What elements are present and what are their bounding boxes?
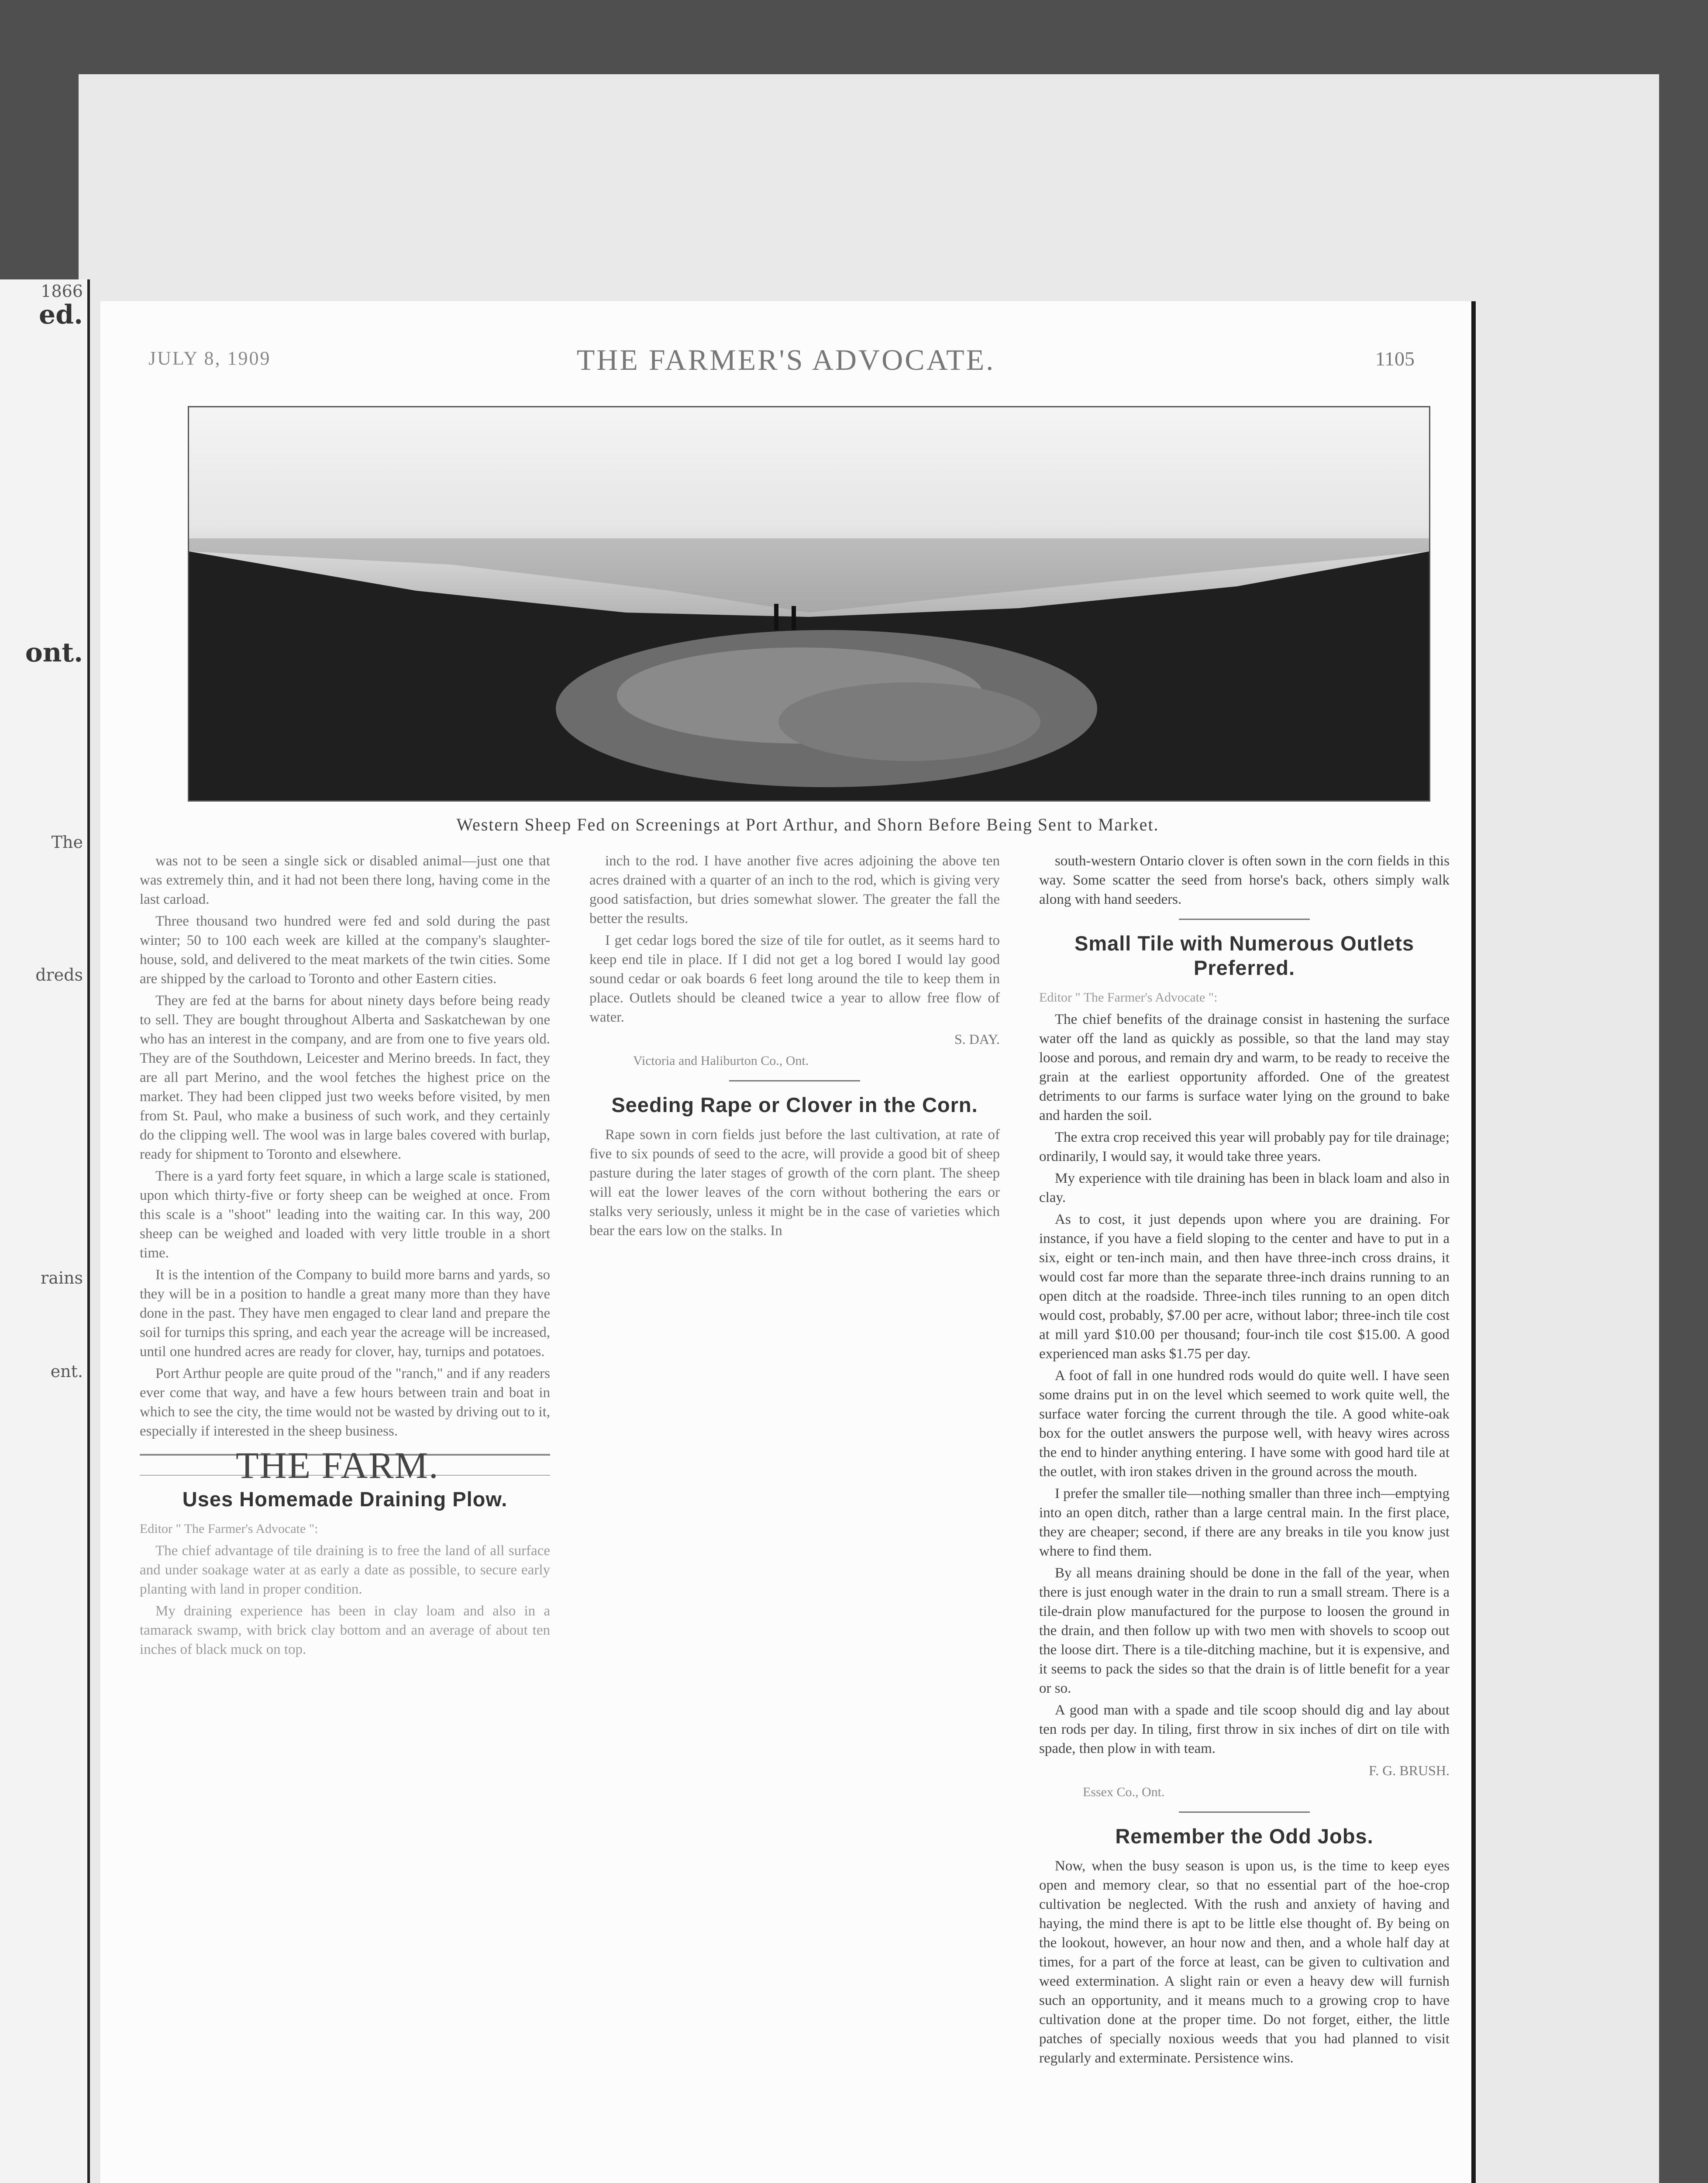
margin-fragment: The [51, 833, 83, 852]
body-paragraph: The chief benefits of the drainage consist in hastening the surface water off the land as quickly as possible, so that the land may stay loose and porous, and remain dry and warm, to be ready to receive the grain at the earliest opportunity afforded. One of the greatest detriments to our farms is surface water lying on the ground to bake and harden the soil. [1039, 1012, 1450, 1123]
photo-caption: Western Sheep Fed on Screenings at Port Arthur, and Shorn Before Being Sent to Market. [456, 815, 1159, 834]
article-headline: Remember the Odd Jobs. [1115, 1825, 1374, 1848]
section-rule [729, 1080, 860, 1081]
author-location: Essex Co., Ont. [1083, 1785, 1165, 1799]
body-paragraph: Port Arthur people are quite proud of the "ranch," and if any readers ever come that way, and have a few hours between train and boat in which to see the city, the time would not be wasted by driving out to it, especially if interested in the sheep business. [140, 1366, 550, 1439]
figure-shape [774, 604, 778, 630]
column-three [1039, 851, 1450, 2070]
margin-fragment: dreds [35, 965, 83, 985]
author-signature: S. DAY. [954, 1031, 1000, 1047]
issue-date: JULY 8, 1909 [148, 348, 271, 369]
article-headline: Small Tile with Numerous Outlets Preferred. [1074, 932, 1415, 979]
page-number: 1105 [1375, 348, 1415, 370]
body-paragraph: inch to the rod. I have another five acres adjoining the above ten acres drained with a quarter of an inch to the rod, which is giving very good satisfaction, but dries somewhat slower. The greater the fall the better the results. [589, 853, 1000, 926]
margin-fragment: 1866 [41, 282, 83, 301]
margin-fragment: rains [41, 1268, 83, 1288]
sheep-flock-edge [778, 682, 1040, 761]
body-paragraph: By all means draining should be done in the fall of the year, when there is just enough water in the drain to run a small stream. There is a tile-drain plow manufactured for the purpose to loosen the ground in the drain, and then follow up with two men with shovels to scoop out the loose dirt. There is a tile-ditching machine, but it is expensive, and it seems to pack the sides so that the drain is of little benefit for a year or so. [1039, 1565, 1450, 1696]
body-paragraph: It is the intention of the Company to build more barns and yards, so they will be in a position to handle a great many more than they have done in the past. They have men engaged to clear land and prepare the soil for turnips this spring, and each year the acreage will be increased, until one hundred acres are ready for clover, hay, turnips and potatoes. [140, 1267, 550, 1360]
margin-fragment: ent. [50, 1362, 83, 1381]
body-paragraph: They are fed at the barns for about ninety days before being ready to sell. They are bought throughout Alberta and Saskatchewan by one who has an interest in the company, and are from one to five years old. They are of the Southdown, Leicester and Merino breeds. In fact, they are all part Merino, and the wool fetches the highest price on the market. They had been clipped just two weeks before visited, by men from St. Paul, who make a business of such work, and they certainly do the clipping well. The wool was in large bales covered with burlap, ready for shipment to Toronto and elsewhere. [140, 993, 550, 1162]
body-paragraph: Now, when the busy season is upon us, is the time to keep eyes open and memory clear, so that no essential part of the hoe-crop cultivation be neglected. With the rush and anxiety of having and haying, the mind there is apt to be little else thought of. By being on the lookout, however, an hour now and then, and a whole half day at times, for a part of the force at least, can be given to cultivation and weed extermination. A slight rain or even a heavy dew will furnish such an opportunity, and it means much to a growing crop to have cultivation done at the proper time. Do not forget, either, the little patches of specially noxious weeds that you had planned to visit regularly and exterminate. Persistence wins. [1039, 1858, 1450, 2066]
section-rule [1179, 919, 1310, 920]
adjacent-page-margin [0, 279, 90, 2183]
margin-fragment: ed. [38, 300, 83, 330]
body-paragraph: There is a yard forty feet square, in which a large scale is stationed, upon which thirty-five or forty sheep can be weighed at once. From this scale is a "shoot" leading into the waiting car. In this way, 200 sheep can be weighed and loaded with very little trouble in a short time. [140, 1168, 550, 1261]
masthead-title: THE FARMER'S ADVOCATE. [576, 343, 995, 376]
sheep-photograph [188, 406, 1430, 802]
column-two [589, 851, 1000, 1243]
body-paragraph: I prefer the smaller tile—nothing smaller than three inch—emptying into an open ditch, rather than a large central main. In the first place, they are cheaper; second, if there are any breaks in tile you know just where to find them. [1039, 1486, 1450, 1559]
body-paragraph: My experience with tile draining has been in black loam and also in clay. [1039, 1171, 1450, 1205]
photo-scene [189, 407, 1429, 800]
margin-fragment: ont. [25, 637, 83, 668]
article-headline: Uses Homemade Draining Plow. [182, 1487, 508, 1511]
author-signature: F. G. BRUSH. [1368, 1763, 1450, 1778]
article-headline: Seeding Rape or Clover in the Corn. [611, 1093, 978, 1116]
body-paragraph: Rape sown in corn fields just before the last cultivation, at rate of five to six pounds of seed to the acre, will provide a good bit of sheep pasture during the later stages of growth of the corn plant. The sheep will eat the lower leaves of the corn without bothering the ears or stalks very seriously, unless it might be in the case of varieties which bear the ears low on the stalks. In [589, 1127, 1000, 1239]
body-paragraph: south-western Ontario clover is often sown in the corn fields in this way. Some scatter the seed from horse's back, others simply walk along with hand seeders. [1039, 853, 1450, 907]
body-paragraph: As to cost, it just depends upon where you are draining. For instance, if you have a field sloping to the center and have to put in a six, eight or ten-inch main, and then have three-inch cross drains, it would cost far more than the separate three-inch drains running to an open ditch at the roadside. Three-inch tiles running to an open ditch would cost, probably, $7.00 per acre, without labor; three-inch tile cost at mill yard $10.00 per thousand; four-inch tile cost $15.00. A good experienced man asks $1.75 per day. [1039, 1212, 1450, 1362]
body-paragraph: I get cedar logs bored the size of tile for outlet, as it seems hard to keep end tile in place. If I did not get a log bored I would lay good sound cedar or oak boards 6 feet long around the tile to keep them in place. Outlets should be cleaned twice a year to allow free flow of water. [589, 933, 1000, 1025]
column-one [140, 851, 550, 1662]
salutation: Editor " The Farmer's Advocate ": [1039, 990, 1218, 1005]
body-paragraph: A foot of fall in one hundred rods would do quite well. I have seen some drains put in on the level which seemed to work quite well, the surface water forcing the current through the tile. A good white-oak box for the outlet answers the purpose well, with heavy wires across the end to hinder anything entering. I have some with good hard tile at the outlet, with iron stakes driven in the ground across the mouth. [1039, 1368, 1450, 1480]
newspaper-page [100, 301, 1476, 2183]
body-paragraph: A good man with a spade and tile scoop should dig and lay about ten rods per day. In tiling, first throw in six inches of dirt on tile with spade, then plow in with team. [1039, 1702, 1450, 1756]
body-paragraph: Three thousand two hundred were fed and sold during the past winter; 50 to 100 each week are killed at the company's slaughter-house, sold, and delivered to the meat markets of the twin cities. Some are shipped by the carload to Toronto and other Eastern cities. [140, 913, 550, 987]
body-paragraph: My draining experience has been in clay loam and also in a tamarack swamp, with brick clay bottom and an average of about ten inches of black muck on top. [140, 1603, 550, 1657]
running-head [100, 343, 1471, 378]
section-rule [1179, 1811, 1310, 1813]
body-paragraph: The chief advantage of tile draining is to free the land of all surface and under soakage water at as early a date as possible, to secure early planting with land in proper condition. [140, 1543, 550, 1597]
figure-shape [792, 606, 796, 630]
body-paragraph: The extra crop received this year will probably pay for tile drainage; ordinarily, I would say, it would take three years. [1039, 1129, 1450, 1164]
body-paragraph: was not to be seen a single sick or disabled animal—just one that was extremely thin, and it had not been there long, having come in the last carload. [140, 853, 550, 907]
salutation: Editor " The Farmer's Advocate ": [140, 1522, 318, 1536]
department-heading: THE FARM. [140, 1454, 550, 1476]
author-location: Victoria and Haliburton Co., Ont. [633, 1054, 809, 1068]
